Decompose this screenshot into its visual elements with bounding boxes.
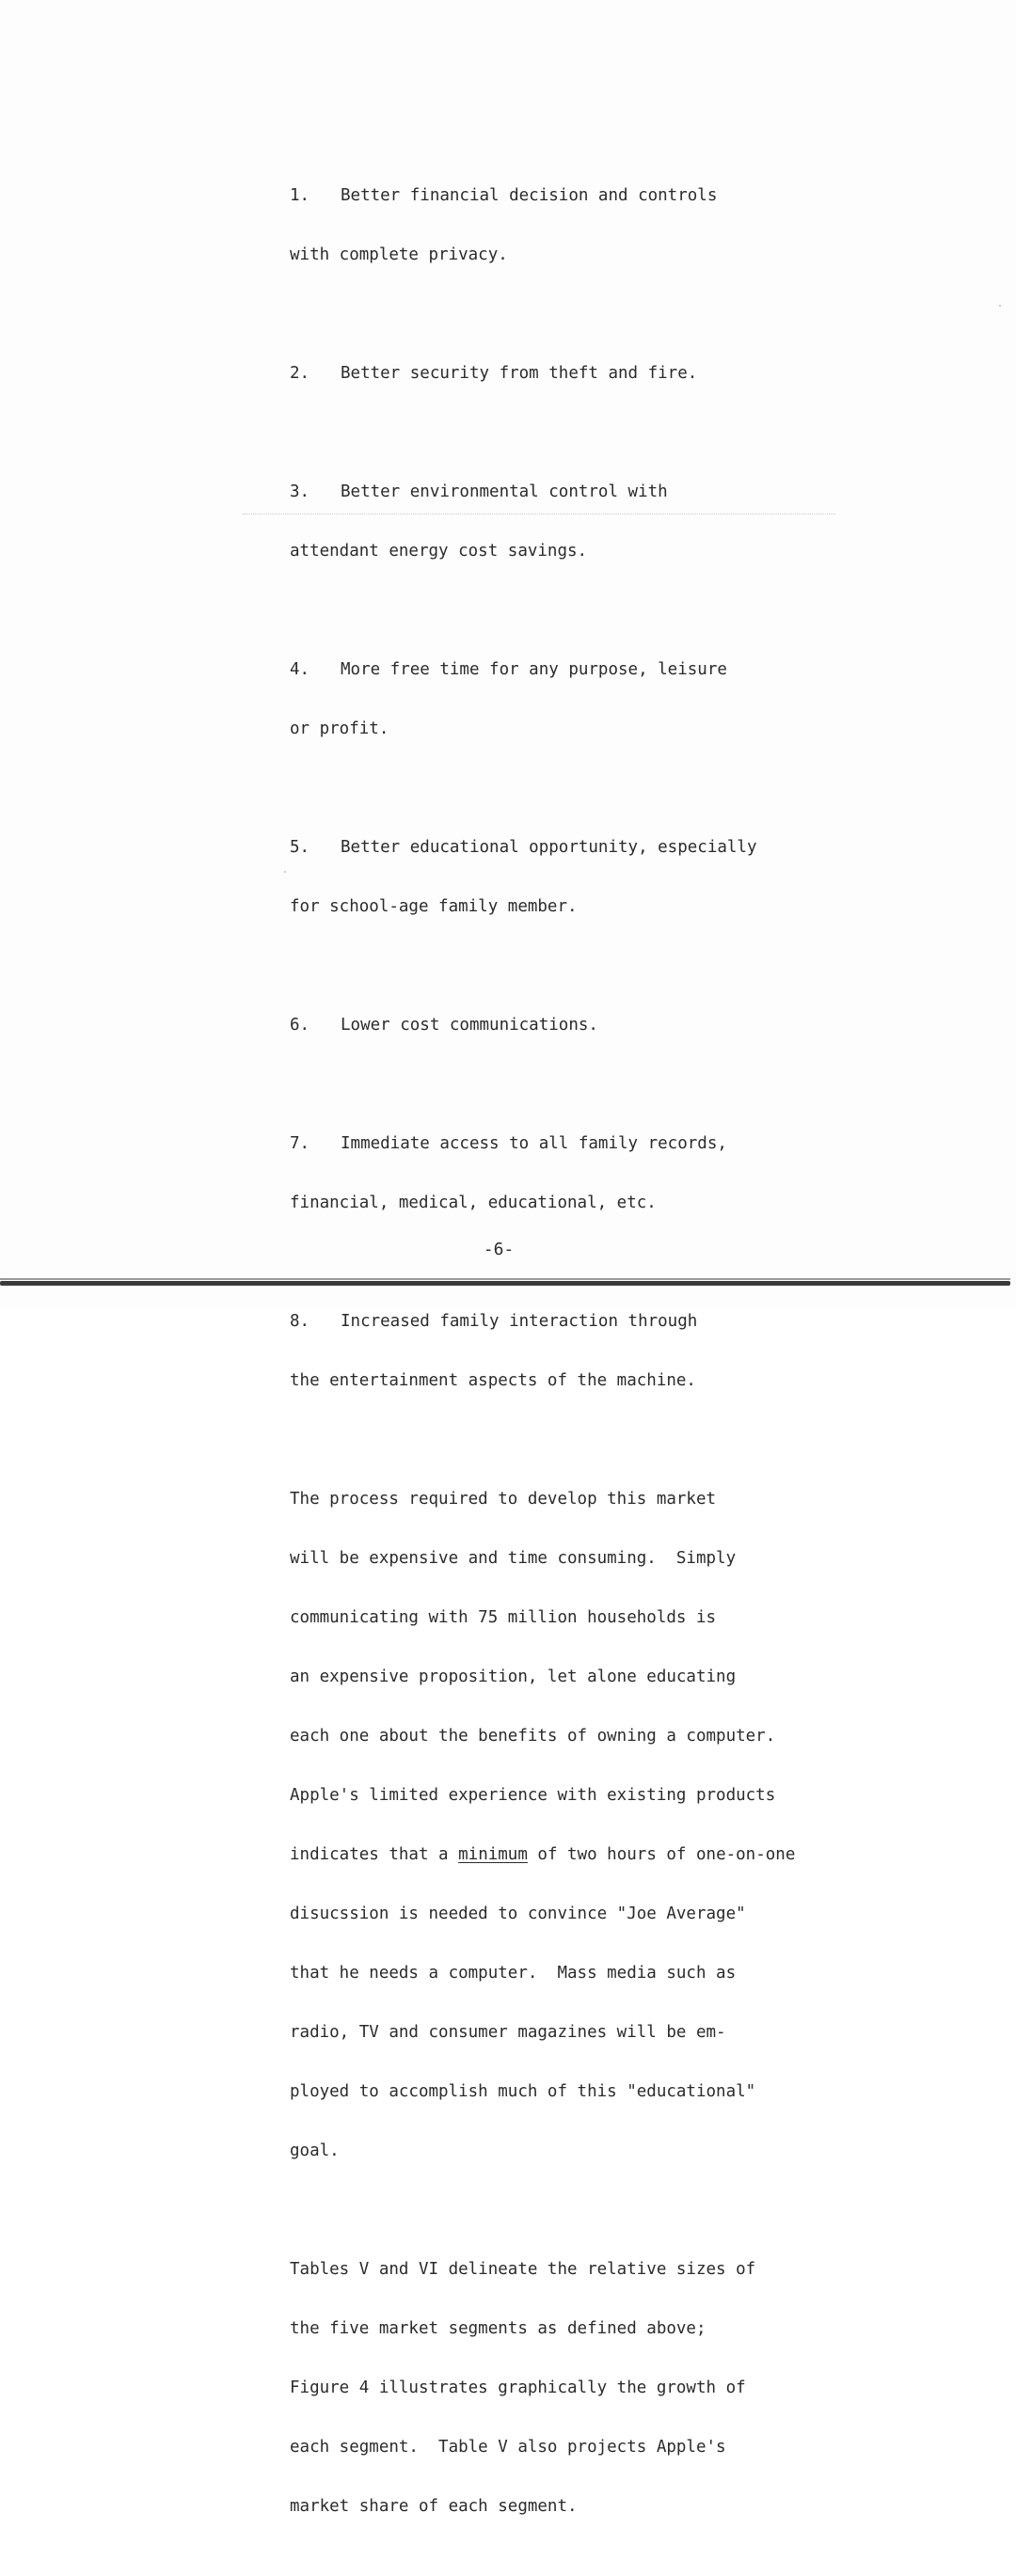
- list-item-3: [290, 443, 835, 601]
- item-text-line: or profit.: [290, 719, 389, 738]
- item-number: 8.: [290, 1312, 310, 1331]
- underlined-word: minimum: [458, 1845, 528, 1864]
- paragraph-line: the five market segments as defined above;: [290, 2319, 706, 2338]
- page-number: -6-: [483, 1240, 515, 1259]
- paragraph-line: The process required to develop this market: [290, 1490, 717, 1509]
- list-item-2: [290, 324, 835, 423]
- item-text-line: attendant energy cost savings.: [290, 542, 588, 561]
- item-text-line: Immediate access to all family records,: [341, 1134, 727, 1153]
- page-bottom-edge: [0, 1281, 1010, 1286]
- paragraph-line: market share of each segment.: [290, 2497, 578, 2516]
- item-number: 1.: [290, 186, 310, 205]
- item-text-line: Better security from theft and fire.: [341, 364, 698, 383]
- item-number: 7.: [290, 1134, 310, 1153]
- paragraph-line: Figure 4 illustrates graphically the growth of: [290, 2378, 746, 2397]
- paragraph-line: ployed to accomplish much of this "educational": [290, 2082, 756, 2101]
- item-number: 2.: [290, 364, 310, 383]
- page-body: [290, 147, 835, 2576]
- paragraph-text: indicates that a: [290, 1845, 459, 1864]
- item-text-line: Better environmental control with: [341, 482, 668, 501]
- list-item-8: [290, 1272, 835, 1430]
- item-text-line: financial, medical, educational, etc.: [290, 1193, 657, 1212]
- paragraph-line: [290, 1845, 835, 1865]
- paragraph-line: communicating with 75 million households is: [290, 1608, 717, 1627]
- item-text-line: for school-age family member.: [290, 897, 578, 916]
- item-text-line: Better financial decision and controls: [341, 186, 718, 205]
- paragraph-line: radio, TV and consumer magazines will be em-: [290, 2023, 726, 2042]
- item-number: 5.: [290, 838, 310, 857]
- paragraph-line: goal.: [290, 2141, 340, 2160]
- scan-speck: [999, 305, 1001, 307]
- item-text-line: Better educational opportunity, especially: [341, 838, 757, 857]
- list-item-5: [290, 798, 835, 956]
- item-text-line: the entertainment aspects of the machine.: [290, 1371, 696, 1390]
- paragraph-line: Apple's limited experience with existing products: [290, 1786, 776, 1805]
- paragraph-line: disucssion is needed to convince "Joe Average": [290, 1904, 746, 1923]
- item-text-line: with complete privacy.: [290, 245, 508, 264]
- paragraph-market-process: [290, 1450, 835, 2201]
- item-number: 6.: [290, 1016, 310, 1035]
- paragraph-text: of two hours of one-on-one: [527, 1845, 796, 1864]
- paragraph-line: an expensive proposition, let alone educating: [290, 1667, 737, 1686]
- item-text-line: More free time for any purpose, leisure: [341, 660, 727, 679]
- item-text-line: Increased family interaction through: [341, 1312, 698, 1331]
- page-edge-shadow: [0, 1278, 1010, 1280]
- paragraph-line: each one about the benefits of owning a computer.: [290, 1727, 776, 1746]
- paragraph-line: will be expensive and time consuming. Simply: [290, 1549, 737, 1568]
- list-item-7: [290, 1095, 835, 1253]
- list-item-1: [290, 147, 835, 305]
- list-item-6: [290, 976, 835, 1075]
- paragraph-line: each segment. Table V also projects Apple's: [290, 2438, 726, 2457]
- paragraph-tables-reference: [290, 2220, 835, 2556]
- list-item-4: [290, 621, 835, 779]
- scan-speck: [284, 871, 286, 873]
- item-number: 3.: [290, 482, 310, 501]
- item-text-line: Lower cost communications.: [341, 1016, 598, 1035]
- item-number: 4.: [290, 660, 310, 679]
- paragraph-line: Tables V and VI delineate the relative sizes of: [290, 2260, 756, 2279]
- paragraph-line: that he needs a computer. Mass media such as: [290, 1964, 737, 1983]
